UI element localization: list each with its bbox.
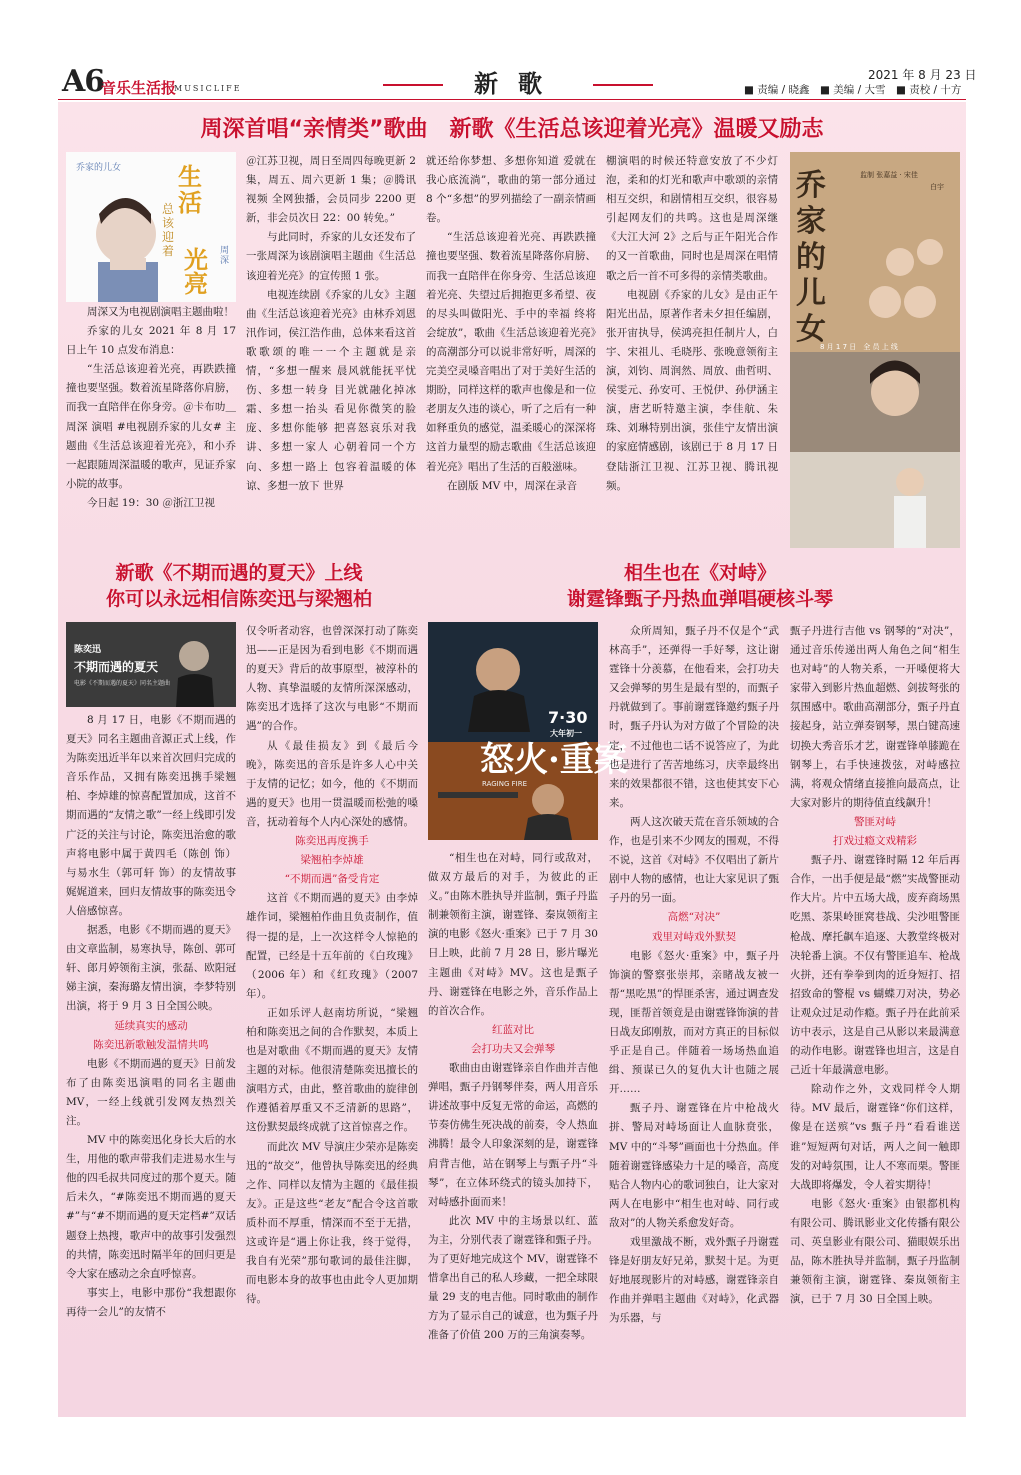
subheading: 延续真实的感动	[114, 1019, 188, 1032]
subheading: 会打功夫又会弹琴	[471, 1042, 555, 1055]
article3-headline-line1: 相生也在《对峙》	[623, 562, 776, 584]
paragraph: 8 月 17 日，电影《不期而遇的夏天》同名主题曲音源正式上线，作为陈奕迅近半年以来首次回归完成的音乐作品，又拥有陈奕迅携手梁翘柏、李焯雄的惊喜配置加成，这首不期而遇的“友情之歌”一经上线即引发广泛的关注与讨论，陈奕迅治愈的歌声将电影中属于黄四毛（陈创 饰）与易水生（郭可轩 饰）的友情故事娓娓道来，回归友情故事的陈奕迅令人倍感惊喜。	[66, 714, 236, 917]
movie-release-tag: 大年初一	[550, 729, 582, 738]
cover-singer: 周深	[220, 246, 230, 266]
page-header	[0, 0, 1021, 105]
paragraph: 就还给你梦想、多想你知道 爱就在我心底流淌”，歌曲的第一部分通过 8 个“多想”的罗列描绘了一副亲情画卷。	[426, 155, 596, 225]
article2-poster-image	[66, 622, 236, 707]
article1-drama-image	[790, 152, 960, 548]
paragraph: 戏里激战不断，戏外甄子丹谢霆锋是好朋友好兄弟，默契十足。为更好地展现影片的对峙感，谢霆锋亲自作曲并弹唱主题曲《对峙》，化武器为乐器，与	[609, 1236, 779, 1325]
paragraph: 电视连续剧《乔家的儿女》主题曲《生活总该迎着光亮》由林乔刘恩汛作词，侯江浩作曲，总体来看这首歌歌颂的唯一一个主题就是亲情，“多想一醒来 晨风就能抚平忧伤、多想一转身 目光就融化掉冰霜、多想一抬头 看见你微笑的脸庞、多想你能够 把喜怒哀乐对我讲、多想一家人 心朝着同一个方向、多想一路上 包容着温暖的体谅、多想一放下 世界	[246, 288, 416, 492]
paragraph: 周深又为电视剧演唱主题曲啦！	[87, 306, 234, 318]
article3-column-1	[428, 849, 598, 1406]
section-title: 新歌	[474, 69, 562, 98]
paragraph: “生活总该迎着光亮，再跌跌撞撞也要坚强。数着流星降落你肩膀，而我一直陪伴在你身旁。＠卡布叻＿周深 演唱 #电视剧乔家的儿女# 主题曲《生活总该迎着光亮》，和小乔一起跟随周深温暖的歌声，见证乔家小院的故事。	[66, 363, 236, 490]
article1-cover-image	[66, 152, 236, 302]
paragraph: 歌曲由由谢霆锋亲自作曲并吉他弹唱，甄子丹钢琴伴奏，两人用音乐讲述故事中反复无常的命运，高燃的节奏仿佛生死决战的前奏，令人热血沸腾！最令人印象深刻的是，谢霆锋肩背吉他，站在钢琴上与甄子丹“斗琴”，在立体环绕式的镜头加持下，对峙感扑面而来！	[428, 1062, 598, 1208]
paragraph: 电影《不期而遇的夏天》日前发布了由陈奕迅演唱的同名主题曲 MV，一经上线就引发网友热烈关注。	[66, 1057, 236, 1127]
poster-singer: 陈奕迅	[74, 645, 102, 655]
paragraph: 除动作之外，文戏同样令人期待。MV 最后，谢霆锋“你们这样，像是在送殡”vs 甄子丹“看看谁送谁”短短两句对话，两人之间一触即发的对峙氛围，让人不寒而栗。警匪大战即将爆发，令人着实期待！	[790, 1083, 960, 1191]
paragraph: “生活总该迎着光亮、再跌跌撞撞也要坚强、数着流星降落你肩膀、而我一直陪伴在你身旁、生活总该迎着光亮、失望过后拥抱更多希望、夜的尽头叫做阳光、手中的幸福 终将会绽放”，歌曲《生活总该迎着光亮》的高潮部分可以说非常好听，周深的完美空灵嗓音唱出了对于美好生活的期盼，同样这样的歌声也像是和一位老朋友久违的谈心，听了之后有一种如释重负的感觉，温柔暖心的深深将这首力量型的励志歌曲《生活总该迎着光亮》唱出了生活的百般滋味。	[426, 231, 596, 473]
drama-cast: 白宇	[930, 183, 944, 191]
paragraph: 正如乐评人赵南坊所说，“梁翘柏和陈奕迅之间的合作默契，本质上也是对歌曲《不期而遇的夏天》友情主题的对标。他很清楚陈奕迅擅长的演唱方式，由此，整首歌曲的旋律创作遵循着厚重又不乏清新的思路”，这份默契最终成就了这首惊喜之作。	[246, 1006, 418, 1134]
header-rule	[58, 99, 966, 100]
paragraph: 据悉，电影《不期而遇的夏天》由文章监制，易寒执导，陈创、郭可轩、郎月婷领衔主演，张磊、欧阳冠娣主演，秦海璐友情出演，李梦特别出演，将于 9 月 3 日全国公映。	[66, 924, 236, 1013]
article1-column-3	[426, 152, 596, 551]
article1-column-1	[66, 303, 236, 551]
drama-release-caption: 8 月 1 7 日 全 员 上 线	[820, 343, 898, 351]
issue-date: 2021 年 8 月 23 日	[868, 68, 977, 82]
movie-english-title: RAGING FIRE	[482, 780, 527, 788]
subheading: “不期而遇”备受肯定	[284, 873, 380, 886]
paragraph: 两人这次破天荒在音乐领域的合作，也是引来不少网友的围观，不得不说，这首《对峙》不仅唱出了新片剧中人物的感情，也让大家见识了甄子丹的另一面。	[609, 815, 779, 905]
paragraph: 而此次 MV 导演庄少荣亦是陈奕迅的“故交”，他曾执导陈奕迅的经典之作、同样以友情为主题的《最佳损友》。正是这些“老友”配合令这首歌质朴而不厚重，情深而不至于无措，这或许是“遇上你让我，终于觉得，我自有光荣”那句歌词的最佳注脚，而电影本身的故事也由此令人更加期待。	[246, 1140, 419, 1306]
paragraph: 甄子丹进行吉他 vs 钢琴的“对决”，通过音乐传递出两人角色之间“相生也对峙”的人物关系，一开嗓便将大家带入到影片热血超燃、剑拔弩张的氛围感中。歌曲高潮部分，甄子丹直接起身，站立弹奏钢琴，黑白键高速切换大秀音乐才艺，谢霆锋单膝跪在钢琴上，右手快速拨弦，对峙感拉满，将观众情绪直接推向最高点，让大家对影片的期待值直线飙升！	[790, 625, 960, 809]
paragraph: “相生也在对峙，同行或敌对，做双方最后的对手，为彼此的正义。”由陈木胜执导并监制，甄子丹监制兼领衔主演，谢霆锋、秦岚领衔主演的电影《怒火·重案》已于 7 月 30 日上映，此前 7 月 28 日，影片曝光主题曲《对峙》MV。这也是甄子丹、谢霆锋在电影之外，音乐作品上的首次合作。	[428, 852, 598, 1017]
paragraph: 电视剧《乔家的儿女》是由正午阳光出品，原著作者未夕担任编剧，张开宙执导，侯鸿亮担任制片人，白宇、宋祖儿、毛晓彤、张晚意领衔主演，刘钧、周润然、周放、曲哲明、侯雯元、孙安可、王悦伊、孙伊涵主演，唐艺昕特邀主演，李佳航、朱珠、刘琳特别出演，张佳宁友情出演的家庭情感剧，该剧已于 8 月 17 日登陆浙江卫视、江苏卫视、腾讯视频。	[606, 288, 778, 492]
cover-title-1: 生活	[178, 162, 202, 217]
paragraph: 与此同时，乔家的儿女还发布了一张周深为该剧演唱主题曲《生活总该迎着光亮》的宣传照 1 张。	[246, 231, 416, 282]
cover-title-2: 总该迎着	[162, 202, 175, 258]
article2-column-2	[246, 622, 418, 1406]
page-number: A6	[62, 64, 105, 99]
paragraph: 电影《怒火·重案》中，甄子丹饰演的警察张崇邦，亲睹战友被一帮“黑吃黑”的悍匪杀害，通过调查发现，匪帮首领竟是由谢霆锋饰演的昔日战友邱刚敖，而对方真正的目标似乎正是自己。伴随着一场场热血追缉、预谋已久的复仇大计也随之展开……	[609, 949, 779, 1096]
paragraph: 在剧版 MV 中，周深在录音	[447, 479, 578, 492]
drama-credit: 监制 张嘉益 · 宋佳	[860, 171, 918, 179]
paragraph: 仅令听者动容，也曾深深打动了陈奕迅——正是因为看到电影《不期而遇的夏天》背后的故事原型，被淳朴的人物、真挚温暖的友情所深深感动，陈奕迅才选择了这次与电影“不期而遇”的合作。	[246, 625, 418, 733]
paragraph: 甄子丹、谢霆锋时隔 12 年后再合作，一出手便是最“燃”实战警匪动作大片。片中五场大战，废弃商场黑吃黑、茶果岭匪窝巷战、尖沙咀警匪枪战、摩托飙车追逐、大教堂终极对决轮番上演。不仅有警匪追车、枪战火拼，还有拳拳到肉的近身短打、招招致命的警棍 vs 蝴蝶刀对决，势必让观众过足动作瘾。甄子丹在此前采访中表示，这是自己从影以来最满意的动作电影。谢霆锋也坦言，这是自己近十年最满意电影。	[790, 854, 960, 1077]
paragraph: ＠江苏卫视，周日至周四每晚更新 2 集，周五、周六更新 1 集；＠腾讯视频 全网独播，会员同步 2200 更新，非会员次日 22：00 转免。”	[246, 155, 416, 225]
editor-credits: ■ 责编 / 晓鑫 ■ 美编 / 大雪 ■ 责校 / 十方	[744, 84, 962, 96]
section-rule-left	[383, 84, 443, 86]
paragraph: 此次 MV 中的主场景以红、蓝为主，分别代表了谢霆锋和甄子丹。为了更好地完成这个 MV，谢霆锋不惜拿出自己的私人珍藏，一把全球限量 29 支的电吉他。同时歌曲的制作方为了显示自己的诚意，也为甄子丹准备了价值 200 万的三角演奏琴。	[428, 1214, 598, 1342]
paragraph: 这首《不期而遇的夏天》由李焯雄作词，梁翘柏作曲且负责制作，值得一提的是，上一次这样令人惊艳的配置，已经是十五年前的《白玫瑰》（2006 年）和《红玫瑰》（2007 年）。	[246, 892, 418, 1000]
article2-headline	[58, 560, 420, 612]
subheading: 红蓝对比	[492, 1023, 534, 1036]
cover-title-3: 光亮	[184, 245, 208, 298]
article1-headline: 周深首唱“亲情类”歌曲 新歌《生活总该迎着光亮》温暖又励志	[200, 117, 824, 142]
article1-column-4	[606, 152, 778, 551]
paragraph: 甄子丹、谢霆锋在片中枪战火拼、警局对峙场面让人血脉贲张，MV 中的“斗琴”画面也十分热血。伴随着谢霆锋感染力十足的嗓音，高度贴合人物内心的歌词独白，让大家对两人在电影中“相生也对峙、同行或敌对”的人物关系愈发好奇。	[609, 1102, 779, 1229]
subheading: 警匪对峙	[854, 815, 896, 828]
subheading: 梁翘柏李焯雄	[300, 854, 364, 867]
movie-release-date: 7·30	[548, 708, 588, 727]
paragraph: 棚演唱的时候还特意安放了不少灯泡，柔和的灯光和歌声中歌颂的亲情相互交织，和剧情相互交织，很容易引起网友们的共鸣。这也是周深继《大江大河 2》之后与正午阳光合作的又一首歌曲，同时也是周深在唱情歌之后一首不可多得的亲情类歌曲。	[606, 155, 778, 282]
subheading: 陈奕迅新歌触发温情共鸣	[93, 1038, 209, 1051]
drama-title: 乔家的儿女	[796, 168, 826, 347]
subheading: 高燃“对决”	[667, 911, 721, 924]
article3-column-2	[609, 622, 779, 1406]
newspaper-name: 音乐生活报	[101, 79, 177, 97]
subheading: 陈奕迅再度携手	[295, 835, 369, 848]
paragraph: 众所周知，甄子丹不仅是个“武林高手”，还弹得一手好琴，这让谢霆锋十分羡慕，在他看来，会打功夫又会弹琴的男生是最有型的，而甄子丹就做到了。事前谢霆锋邀约甄子丹时，甄子丹认为对方做了个冒险的决定，不过他也二话不说答应了，为此也是进行了苦苦地练习，庆幸最终出来的效果都很不错，这也使其安下心来。	[609, 625, 779, 809]
article3-movie-poster	[428, 622, 628, 840]
cover-logo: 乔家的儿女	[76, 163, 122, 173]
article1-column-2	[246, 152, 416, 551]
subheading: 戏里对峙戏外默契	[652, 930, 736, 943]
paragraph: 今日起 19：30 ＠浙江卫视	[87, 496, 215, 509]
section-rule-right	[593, 84, 653, 86]
article2-headline-line2: 你可以永远相信陈奕迅与梁翘柏	[105, 588, 372, 610]
article3-headline-line2: 谢霆锋甄子丹热血弹唱硬核斗琴	[566, 588, 833, 610]
article2-column-1	[66, 711, 236, 1406]
paragraph: 乔家的儿女 2021 年 8 月 17 日上午 10 点发布消息：	[66, 325, 236, 357]
subheading: 打戏过瘾文戏精彩	[833, 835, 917, 848]
article3-column-3	[790, 622, 960, 1406]
movie-title: 怒火·重案	[480, 740, 628, 780]
newspaper-name-en: MUSICLIFE	[174, 84, 242, 93]
paragraph: 事实上，电影中那份“我想跟你再待一会儿”的友情不	[66, 1286, 236, 1318]
paragraph: 从《最佳损友》到《最后今晚》，陈奕迅的音乐是许多人心中关于友情的记忆；如今，他的《不期而遇的夏天》也用一贯温暖而松弛的嗓音，抚动着每个人内心深处的感情。	[246, 739, 418, 828]
paragraph: 电影《怒火·重案》由银都机构有限公司、腾讯影业文化传播有限公司、英皇影业有限公司、猫眼娱乐出品，陈木胜执导并监制，甄子丹监制兼领衔主演，谢霆锋、秦岚领衔主演，已于 7 月 30 日全国上映。	[790, 1197, 960, 1306]
article3-headline	[440, 560, 960, 612]
paragraph: MV 中的陈奕迅化身长大后的水生，用他的歌声带我们走进易水生与他的四毛叔共同度过的那个夏天。随后未久，“#陈奕迅不期而遇的夏天#”与“#不期而遇的夏天定档#”双话题登上热搜，歌声中的故事引发强烈的共情，陈奕迅时隔半年的回归更是令大家在感动之余直呼惊喜。	[66, 1134, 236, 1280]
poster-subtitle: 电影《不期而遇的夏天》同名主题曲	[74, 680, 171, 687]
article2-headline-line1: 新歌《不期而遇的夏天》上线	[115, 562, 363, 584]
poster-title: 不期而遇的夏天	[74, 660, 159, 674]
